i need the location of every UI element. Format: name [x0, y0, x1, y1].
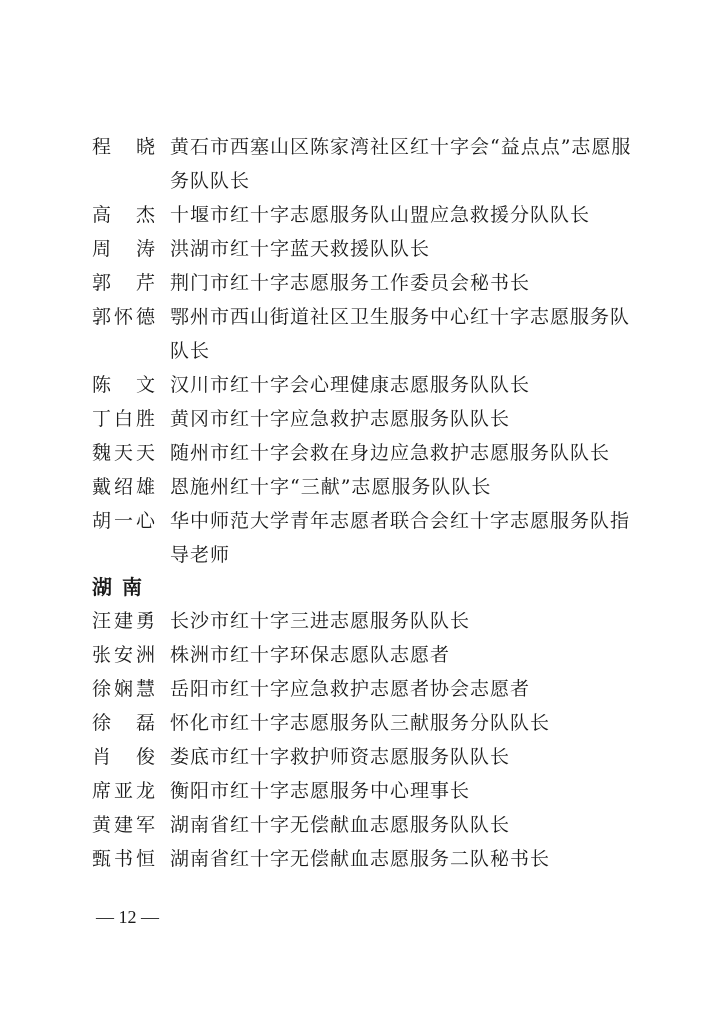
list-item — [92, 402, 652, 436]
list-item — [92, 300, 652, 368]
list-item — [92, 436, 652, 470]
person-name: 魏 天 天 — [92, 442, 156, 464]
person-name: 甄 书 恒 — [92, 848, 156, 870]
person-name: 张 安 洲 — [92, 644, 156, 666]
person-role: 恩施州红十字“三献”志愿服务队队长 — [170, 476, 492, 498]
list-item — [92, 470, 652, 504]
person-name: 徐 磊 — [92, 712, 156, 734]
person-name: 高 杰 — [92, 204, 156, 226]
person-name: 汪 建 勇 — [92, 610, 156, 632]
list-item — [92, 130, 652, 198]
person-name: 戴 绍 雄 — [92, 476, 156, 498]
person-role: 娄底市红十字救护师资志愿服务队队长 — [170, 746, 511, 768]
person-role: 洪湖市红十字蓝天救援队队长 — [170, 238, 431, 260]
person-role: 长沙市红十字三进志愿服务队队长 — [170, 610, 471, 632]
person-role: 湖南省红十字无偿献血志愿服务队队长 — [170, 814, 511, 836]
person-role: 华中师范大学青年志愿者联合会红十字志愿服务队指导老师 — [170, 510, 631, 566]
person-name: 程 晓 — [92, 136, 156, 158]
person-name: 席 亚 龙 — [92, 780, 156, 802]
person-role: 十堰市红十字志愿服务队山盟应急救援分队队长 — [170, 204, 591, 226]
list-item — [92, 740, 652, 774]
list-item — [92, 504, 652, 572]
section-heading-hunan: 湖南 — [92, 575, 152, 599]
list-item — [92, 368, 652, 402]
person-name: 郭 怀 德 — [92, 306, 156, 328]
list-item — [92, 198, 652, 232]
page-number: — 12 — — [96, 907, 159, 927]
person-name: 徐 娴 慧 — [92, 678, 156, 700]
person-name: 胡 一 心 — [92, 510, 156, 532]
person-role: 汉川市红十字会心理健康志愿服务队队长 — [170, 374, 531, 396]
list-item — [92, 706, 652, 740]
list-item — [92, 774, 652, 808]
list-item — [92, 672, 652, 706]
person-name: 肖 俊 — [92, 746, 156, 768]
list-item — [92, 638, 652, 672]
person-role: 岳阳市红十字应急救护志愿者协会志愿者 — [170, 678, 531, 700]
person-name: 郭 芹 — [92, 272, 156, 294]
list-item — [92, 808, 652, 842]
person-role: 株洲市红十字环保志愿队志愿者 — [170, 644, 451, 666]
list-item — [92, 842, 652, 876]
person-role: 黄冈市红十字应急救护志愿服务队队长 — [170, 408, 511, 430]
person-role: 鄂州市西山街道社区卫生服务中心红十字志愿服务队队长 — [170, 306, 631, 362]
list-item — [92, 232, 652, 266]
person-role: 黄石市西塞山区陈家湾社区红十字会“益点点”志愿服务队队长 — [170, 136, 632, 192]
person-role: 怀化市红十字志愿服务队三献服务分队队长 — [170, 712, 551, 734]
list-item — [92, 604, 652, 638]
person-role: 衡阳市红十字志愿服务中心理事长 — [170, 780, 471, 802]
person-role: 随州市红十字会救在身边应急救护志愿服务队队长 — [170, 442, 611, 464]
person-name: 陈 文 — [92, 374, 156, 396]
person-name: 丁 白 胜 — [92, 408, 156, 430]
list-item — [92, 266, 652, 300]
person-name: 周 涛 — [92, 238, 156, 260]
person-role: 湖南省红十字无偿献血志愿服务二队秘书长 — [170, 848, 551, 870]
person-name: 黄 建 军 — [92, 814, 156, 836]
person-role: 荆门市红十字志愿服务工作委员会秘书长 — [170, 272, 531, 294]
